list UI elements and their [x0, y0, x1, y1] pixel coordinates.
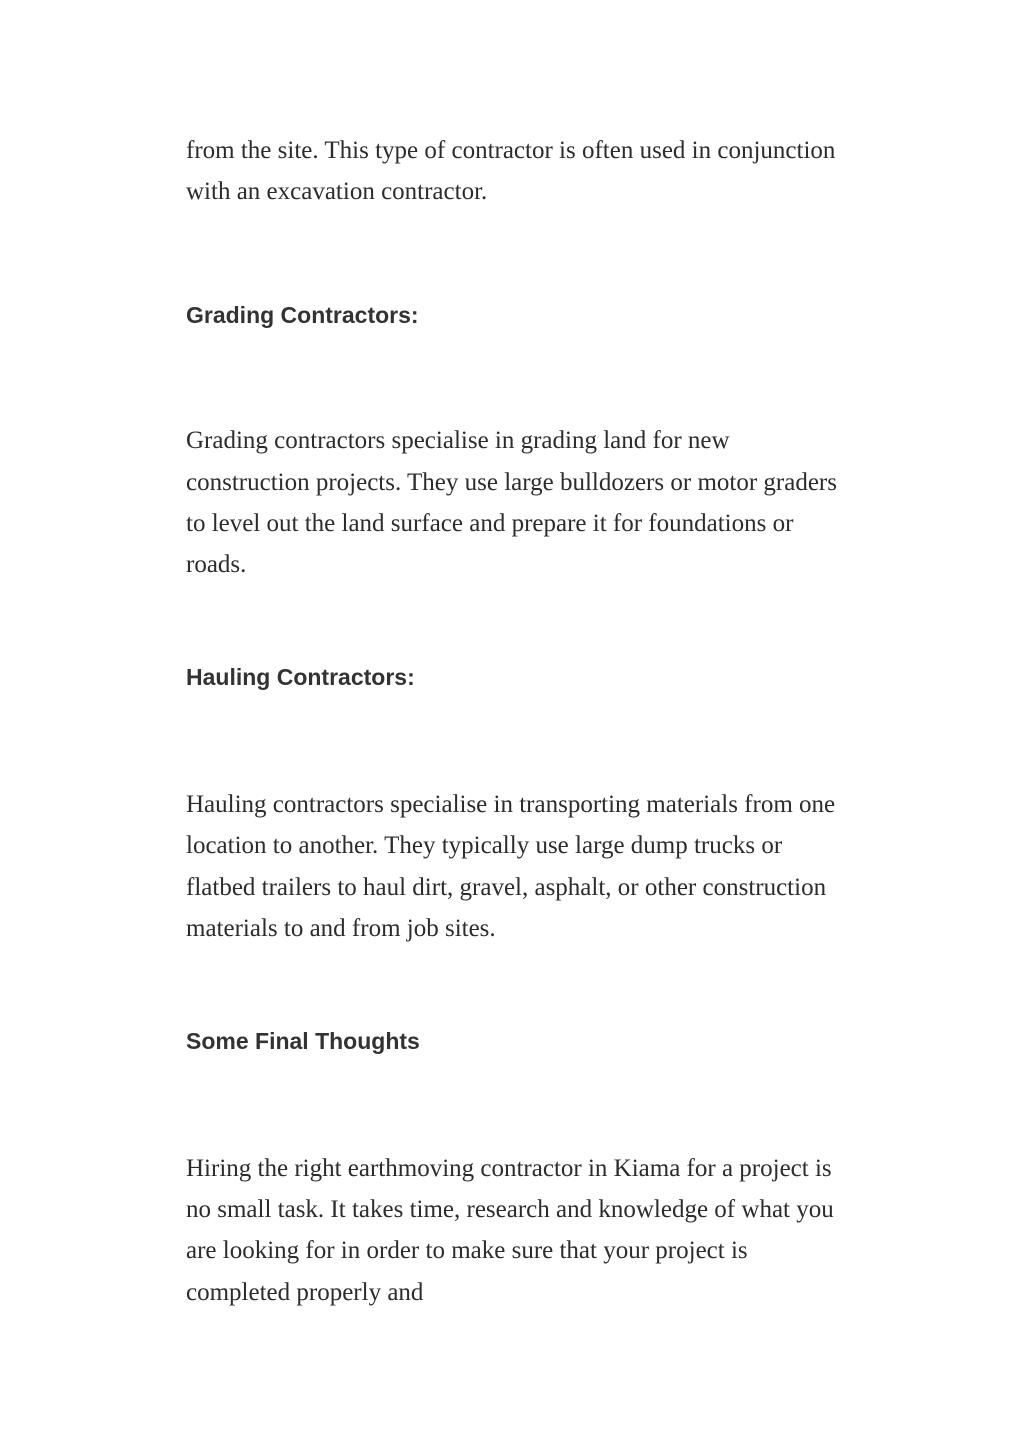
paragraph-excavation-continuation: from the site. This type of contractor is often used in conjunction with an excavation contractor. — [186, 137, 836, 206]
heading-some-final-thoughts: Some Final Thoughts — [186, 1028, 420, 1055]
paragraph-hauling-contractors: Hauling contractors specialise in transporting materials from one location to another. They typically use large dump trucks or flatbed trailers to haul dirt, gravel, asphalt, or other construction materials to and from job sites. — [186, 791, 836, 942]
spacer — [186, 212, 846, 300]
spacer — [186, 585, 846, 662]
spacer — [186, 949, 846, 1026]
spacer — [186, 692, 846, 784]
paragraph-final-thoughts: Hiring the right earthmoving contractor in Kiama for a project is no small task. It takes time, research and knowledge of what you are looking for in order to make sure that your project is completed properly and — [186, 1155, 834, 1306]
spacer — [186, 330, 846, 420]
paragraph-grading-contractors: Grading contractors specialise in grading land for new construction projects. They use large bulldozers or motor graders to level out the land surface and prepare it for foundations or roads. — [186, 427, 837, 579]
heading-grading-contractors: Grading Contractors: — [186, 302, 419, 329]
heading-hauling-contractors: Hauling Contractors: — [186, 664, 415, 691]
document-body — [186, 130, 846, 1313]
spacer — [186, 1056, 846, 1148]
